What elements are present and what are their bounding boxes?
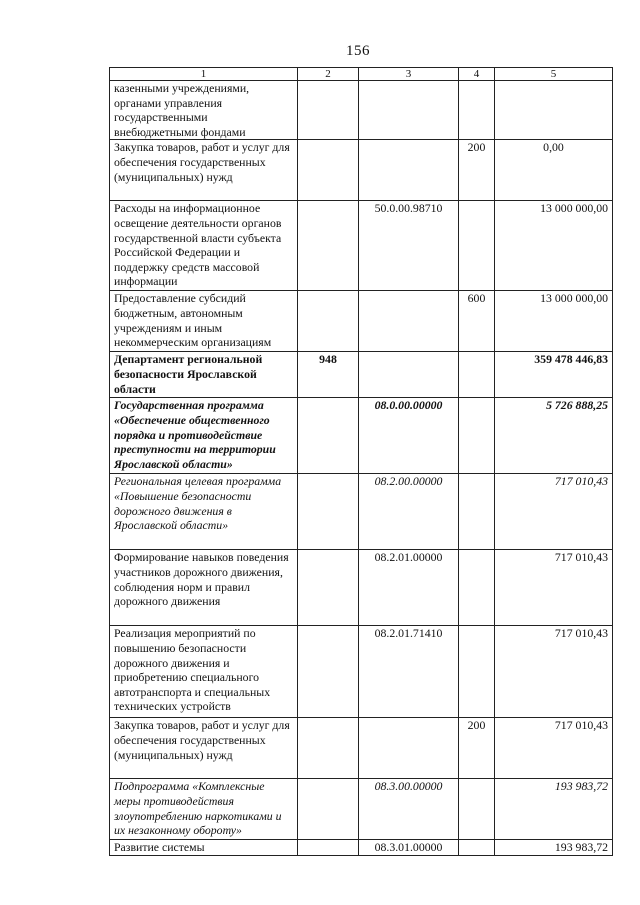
column-header: 3 [359,68,459,81]
row-amount [495,81,613,140]
row-code: 948 [298,352,359,398]
budget-table [109,67,613,856]
row-amount: 717 010,43 [495,474,613,550]
row-amount: 13 000 000,00 [495,201,613,291]
table-header-row [110,68,613,81]
row-name: казенными учреждениями, органами управления государственными внебюджетными фондами [110,81,298,140]
row-name: Формирование навыков поведения участников дорожного движения, соблюдения норм и правил дорожного движения [110,550,298,626]
row-kind [459,352,495,398]
row-code [298,140,359,201]
row-name: Региональная целевая программа «Повышение безопасности дорожного движения в Ярославской области» [110,474,298,550]
row-code [298,201,359,291]
table-row [110,352,613,398]
row-name: Реализация мероприятий по повышению безопасности дорожного движения и приобретению специального автотранспорта и специальных технических устройств [110,626,298,718]
row-kind: 600 [459,291,495,352]
row-target: 08.3.00.00000 [359,779,459,840]
row-code [298,398,359,474]
row-amount: 5 726 888,25 [495,398,613,474]
table-row [110,840,613,856]
column-header: 1 [110,68,298,81]
row-amount: 193 983,72 [495,779,613,840]
column-header: 5 [495,68,613,81]
table-row [110,550,613,626]
row-kind [459,626,495,718]
table-row [110,718,613,779]
column-header: 2 [298,68,359,81]
row-name: Государственная программа «Обеспечение общественного порядка и противодействие преступности на территории Ярославской области» [110,398,298,474]
row-target: 08.2.01.71410 [359,626,459,718]
row-target [359,140,459,201]
row-amount: 717 010,43 [495,718,613,779]
row-name: Закупка товаров, работ и услуг для обеспечения государственных (муниципальных) нужд [110,140,298,201]
row-target [359,291,459,352]
row-code [298,474,359,550]
row-amount: 717 010,43 [495,626,613,718]
row-name: Предоставление субсидий бюджетным, автономным учреждениям и иным некоммерческим организациям [110,291,298,352]
row-kind [459,81,495,140]
row-target [359,81,459,140]
row-kind [459,201,495,291]
column-header: 4 [459,68,495,81]
row-kind [459,398,495,474]
row-target: 08.3.01.00000 [359,840,459,856]
table-row [110,201,613,291]
row-target: 08.2.00.00000 [359,474,459,550]
row-target: 08.2.01.00000 [359,550,459,626]
row-name: Расходы на информационное освещение деятельности органов государственной власти субъекта Российской Федерации и поддержку средств массовой информации [110,201,298,291]
row-code [298,840,359,856]
row-code [298,291,359,352]
table-row [110,291,613,352]
row-target: 08.0.00.00000 [359,398,459,474]
row-kind [459,840,495,856]
row-code [298,779,359,840]
row-kind: 200 [459,140,495,201]
table-row [110,474,613,550]
row-amount: 0,00 [495,140,613,201]
row-code [298,81,359,140]
row-amount: 13 000 000,00 [495,291,613,352]
row-target: 50.0.00.98710 [359,201,459,291]
table-row [110,779,613,840]
row-kind [459,550,495,626]
row-kind: 200 [459,718,495,779]
row-kind [459,779,495,840]
row-target [359,718,459,779]
row-code [298,550,359,626]
row-name: Департамент региональной безопасности Ярославской области [110,352,298,398]
page-number: 156 [346,43,370,59]
row-name: Подпрограмма «Комплексные меры противодействия злоупотреблению наркотиками и их незаконному обороту» [110,779,298,840]
table-row [110,398,613,474]
table-row [110,140,613,201]
row-amount: 717 010,43 [495,550,613,626]
row-name: Закупка товаров, работ и услуг для обеспечения государственных (муниципальных) нужд [110,718,298,779]
row-code [298,718,359,779]
table-row [110,81,613,140]
row-amount: 193 983,72 [495,840,613,856]
row-name: Развитие системы [110,840,298,856]
row-code [298,626,359,718]
row-target [359,352,459,398]
row-amount: 359 478 446,83 [495,352,613,398]
table-row [110,626,613,718]
row-kind [459,474,495,550]
